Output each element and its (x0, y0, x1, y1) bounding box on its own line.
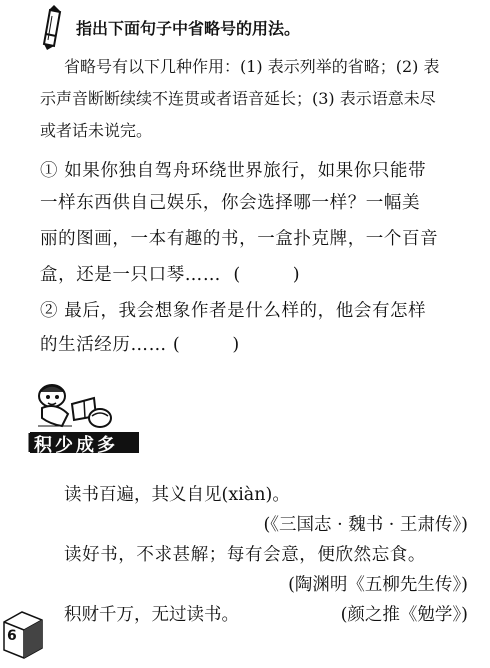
section-badge-text: 积少成多 (34, 435, 118, 456)
answer-blank-1[interactable]: ( ) (233, 265, 301, 285)
exercise-title: 指出下面句子中省略号的用法。 (76, 19, 301, 38)
intro-line-1: 省略号有以下几种作用：(1) 表示列举的省略；(2) 表 (64, 57, 440, 76)
quote-2-text: 读好书，不求甚解；每有会意，便欣然忘食。 (64, 545, 426, 565)
intro-line-3: 或者话未说完。 (40, 121, 153, 140)
item2-line-2 (40, 334, 470, 356)
item2-line-1: ② 最后，我会想象作者是什么样的，他会有怎样 (40, 301, 427, 321)
item1-line-4-text: 盒，还是一只口琴…… (40, 265, 221, 285)
section-badge (26, 430, 144, 456)
quote-3-source: (颜之推《勉学》) (340, 605, 468, 625)
answer-blank-2[interactable]: ( ) (172, 335, 240, 355)
item2-line-2-text: 的生活经历…… (40, 335, 167, 355)
pen-icon (30, 4, 70, 50)
quote-1-text: 读书百遍，其义自见(xiàn)。 (64, 485, 290, 505)
quote-3-text: 积财千万，无过读书。 (64, 605, 239, 625)
cartoon-reader-icon (32, 380, 116, 436)
page-number: 6 (7, 628, 17, 644)
item1-line-3: 丽的图画，一本有趣的书，一盒扑克牌，一个百音 (40, 229, 439, 249)
item1-line-1: ① 如果你独自驾舟环绕世界旅行，如果你只能带 (40, 161, 427, 181)
item1-line-2: 一样东西供自己娱乐，你会选择哪一样？一幅美 (40, 193, 421, 213)
item1-line-4 (40, 264, 470, 286)
quote-1-source: (《三国志 · 魏书 · 王肃传》) (263, 515, 468, 535)
intro-line-2: 示声音断断续续不连贯或者语音延长；(3) 表示语意未尽 (40, 89, 436, 108)
quote-2-source: (陶渊明《五柳先生传》) (288, 575, 468, 595)
